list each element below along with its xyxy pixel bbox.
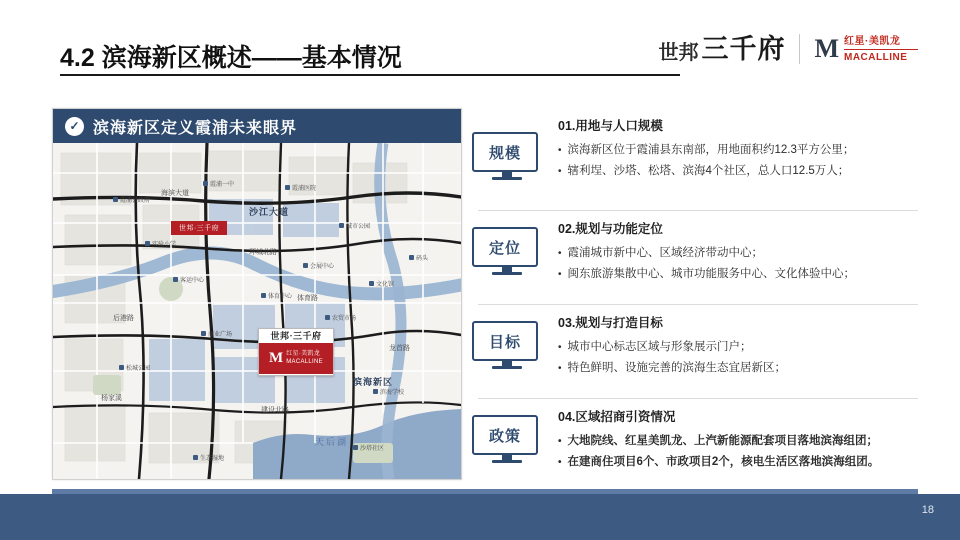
poi-label: 城市公园: [346, 224, 371, 230]
map-poi: [145, 239, 176, 248]
content-block-scale: [478, 116, 918, 210]
bullet-text: 特色鲜明、设施完善的滨海生态宜居新区；: [567, 361, 787, 374]
map-canvas[interactable]: [53, 143, 461, 479]
poi-marker-icon: [369, 281, 374, 286]
secondary-map-marker[interactable]: 世邦·三千府: [171, 221, 227, 235]
poi-marker-icon: [353, 445, 358, 450]
macalline-cn-label: 红星·美凯龙: [844, 35, 901, 47]
bullet-text: 城市中心标志区域与形象展示门户；: [567, 341, 752, 353]
brand-project-label: 三千府: [701, 33, 786, 64]
map-poi: [303, 261, 334, 270]
bullet-item: [558, 163, 918, 181]
badge-label: 目标: [488, 333, 521, 351]
poi-label: 体育中心: [268, 294, 293, 300]
marker-macalline: [259, 343, 333, 374]
badge-monitor-policy: [472, 415, 542, 463]
bullet-dot-icon: •: [558, 145, 562, 156]
poi-marker-icon: [339, 223, 344, 228]
map-poi: [369, 279, 394, 288]
poi-marker-icon: [261, 293, 266, 298]
bullet-dot-icon: •: [558, 248, 562, 259]
badge-label: 政策: [488, 427, 521, 445]
map-graphic: [53, 143, 461, 479]
poi-label: 码头: [416, 256, 429, 262]
poi-marker-icon: [409, 255, 414, 260]
bullet-item: [558, 142, 918, 160]
map-poi: [119, 363, 150, 372]
poi-label: 实验小学: [152, 242, 177, 248]
marker-m-icon: M: [269, 350, 284, 366]
badge-stand-base: [492, 272, 522, 275]
poi-label: 客运中心: [180, 278, 205, 284]
bullet-item: [558, 339, 918, 357]
title-underline: [60, 74, 680, 76]
poi-label: 商业广场: [208, 332, 233, 338]
marker-line-cn: 红星·美凯龙: [286, 350, 321, 357]
content-block-goals: [478, 304, 918, 398]
map-label: 建设北路: [261, 407, 289, 414]
bullet-text: 辖利埕、沙塔、松塔、滨海4个社区，总人口12.5万人；: [567, 164, 850, 177]
map-label: 滨海新区: [353, 377, 394, 387]
poi-marker-icon: [201, 331, 206, 336]
poi-marker-icon: [193, 455, 198, 460]
map-label-water: 天后湖: [315, 437, 349, 447]
poi-marker-icon: [325, 315, 330, 320]
content-list: [478, 108, 918, 484]
map-poi: [325, 313, 356, 322]
macalline-rule: [844, 49, 918, 50]
map-poi: [113, 195, 150, 204]
badge-screen: [472, 321, 538, 361]
map-poi: [173, 275, 204, 284]
badge-stand-base: [492, 366, 522, 369]
bullet-dot-icon: •: [558, 456, 562, 468]
page-title: 4.2 滨海新区概述——基本情况: [60, 44, 402, 72]
project-map-marker[interactable]: [258, 328, 334, 376]
check-icon: ✓: [65, 117, 84, 136]
poi-label: 霞浦一中: [210, 182, 235, 188]
block-title: 04.区域招商引资情况: [558, 410, 676, 424]
map-poi: [353, 443, 384, 452]
poi-marker-icon: [285, 185, 290, 190]
macalline-en-label: MACALLINE: [844, 51, 908, 63]
poi-label: 生态湿地: [200, 456, 225, 462]
badge-label: 规模: [488, 144, 521, 162]
poi-label: 农贸市场: [332, 316, 357, 322]
map-label: 龙首路: [389, 345, 410, 352]
map-label: 环城北路: [249, 249, 277, 256]
brand-divider: [799, 34, 800, 64]
bullet-dot-icon: •: [558, 165, 562, 177]
macalline-wordmark: [844, 36, 918, 63]
bullet-item: [558, 454, 918, 472]
poi-marker-icon: [145, 241, 150, 246]
poi-marker-icon: [303, 263, 308, 268]
page-number: 18: [921, 504, 934, 516]
badge-monitor-goals: [472, 321, 542, 369]
poi-marker-icon: [119, 365, 124, 370]
badge-screen: [472, 227, 538, 267]
bullet-dot-icon: •: [558, 268, 562, 280]
poi-marker-icon: [113, 197, 118, 202]
bullet-dot-icon: •: [558, 362, 562, 374]
macalline-logo: [814, 36, 918, 63]
map-label: 沙江大道: [249, 207, 290, 217]
map-poi: [285, 183, 316, 192]
block-title: 02.规划与功能定位: [558, 222, 663, 236]
map-label: 后港路: [113, 315, 134, 322]
poi-label: 滨海学校: [380, 390, 405, 396]
badge-monitor-positioning: [472, 227, 542, 275]
bullet-text: 闽东旅游集散中心、城市功能服务中心、文化体验中心；: [567, 267, 856, 280]
poi-marker-icon: [173, 277, 178, 282]
bullet-item: [558, 245, 918, 263]
macalline-m-icon: M: [814, 34, 839, 63]
bullet-dot-icon: •: [558, 342, 562, 353]
poi-label: 霞浦县政府: [120, 198, 151, 204]
badge-stand-base: [492, 177, 522, 180]
map-poi: [261, 291, 292, 300]
map-header-label: 滨海新区定义霞浦未来眼界: [93, 119, 298, 137]
bullet-item: [558, 433, 918, 451]
map-poi: [373, 387, 404, 396]
poi-label: 霞浦医院: [292, 186, 317, 192]
poi-label: 松城公园: [126, 366, 151, 372]
block-title: 01.用地与人口规模: [558, 119, 663, 133]
bullet-item: [558, 266, 918, 284]
map-poi: [339, 221, 370, 230]
poi-marker-icon: [203, 181, 208, 186]
map-label: 杨家溪: [101, 395, 122, 402]
poi-label: 沙塔社区: [360, 446, 385, 452]
map-poi: [409, 253, 428, 262]
content-block-investment: [478, 398, 918, 492]
bullet-text: 滨海新区位于霞浦县东南部，用地面积约12.3平方公里；: [567, 144, 855, 156]
badge-stand-base: [492, 460, 522, 463]
map-poi: [201, 329, 232, 338]
marker-text-lines: [286, 351, 323, 367]
project-logo: [658, 33, 786, 64]
map-panel: [52, 108, 462, 480]
bullet-dot-icon: •: [558, 436, 562, 447]
map-poi: [193, 453, 224, 462]
marker-project-label: 世邦·三千府: [259, 329, 333, 343]
bullet-text: 霞浦城市新中心、区域经济带动中心；: [567, 247, 764, 259]
badge-monitor-scale: [472, 132, 542, 180]
poi-marker-icon: [373, 389, 378, 394]
poi-label: 会展中心: [310, 264, 335, 270]
bullet-item: [558, 360, 918, 378]
map-label: 体育路: [297, 295, 318, 302]
block-title: 03.规划与打造目标: [558, 316, 663, 330]
map-label: 海滨大道: [161, 190, 189, 197]
badge-label: 定位: [488, 239, 521, 257]
badge-screen: [472, 132, 538, 172]
content-block-positioning: [478, 210, 918, 304]
badge-screen: [472, 415, 538, 455]
bullet-text: 大地院线、红星美凯龙、上汽新能源配套项目落地滨海组团；: [567, 435, 879, 447]
brand-shibang-label: 世邦: [658, 41, 699, 64]
brand-lockup: [658, 34, 918, 64]
map-header: [53, 109, 461, 143]
bullet-text: 在建商住项目6个、市政项目2个，核电生活区落地滨海组团。: [567, 455, 880, 468]
marker-line-en: MACALLINE: [286, 358, 323, 365]
footer-bar: [0, 494, 960, 540]
map-poi: [203, 179, 234, 188]
poi-label: 文化馆: [376, 282, 395, 288]
